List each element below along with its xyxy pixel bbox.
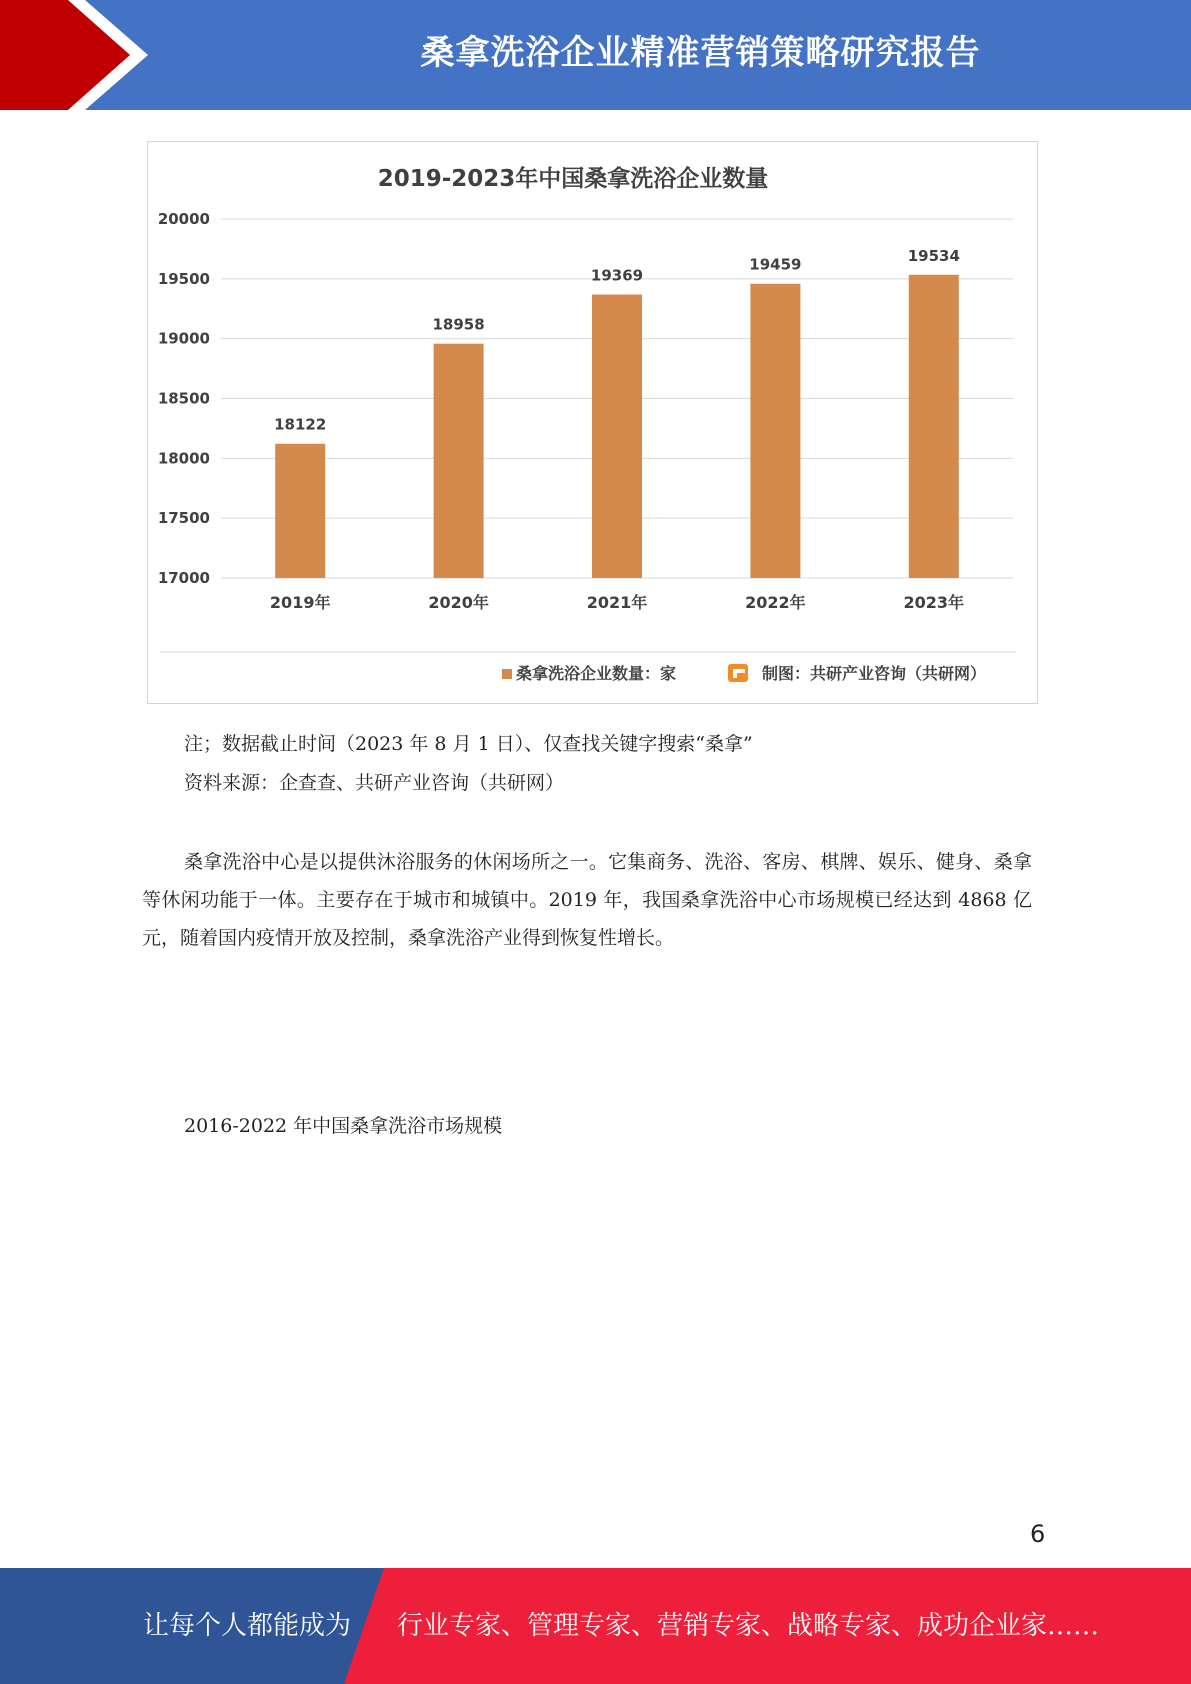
legend-swatch [502,669,512,679]
page-header [0,0,1191,110]
x-tick-label: 2019年 [269,593,331,612]
chart-canvas [148,142,1039,705]
chart-note: 注；数据截止时间（2023 年 8 月 1 日）、仅查找关键字搜索“桑拿” [184,733,753,755]
body-paragraph: 桑拿洗浴中心是以提供沐浴服务的休闲场所之一。它集商务、洗浴、客房、棋牌、娱乐、健身、桑拿等休闲功能于一体。主要存在于城市和城镇中。2019 年，我国桑拿洗浴中心市场规模已经达到 4868 亿元，随着国内疫情开放及控制，桑拿洗浴产业得到恢复性增长。 [142,851,1032,949]
footer-slogan-left: 让每个人都能成为 [143,1611,352,1641]
legend-label: 桑拿洗浴企业数量：家 [516,664,677,683]
chart-source: 资料来源：企查查、共研产业咨询（共研网） [184,772,565,794]
y-tick-label: 20000 [157,210,210,228]
y-tick-label: 19500 [157,269,210,288]
y-tick-label: 18500 [157,389,210,408]
footer-slogan-right: 行业专家、管理专家、营销专家、战略专家、成功企业家…… [397,1611,1100,1641]
y-tick-label: 17000 [157,569,210,587]
figure-caption: 2016-2022 年中国桑拿洗浴市场规模 [184,1115,503,1137]
red-arrow-decoration [0,0,160,110]
chart-credit: 制图：共研产业咨询（共研网） [762,664,987,683]
y-tick-label: 19000 [157,329,210,348]
data-label: 19369 [590,266,644,285]
data-label: 19459 [749,255,802,274]
x-tick-label: 2021年 [586,593,648,612]
y-tick-label: 17500 [157,509,210,528]
bar [592,295,642,578]
y-tick-label: 18000 [157,449,210,468]
page-number: 6 [1030,1520,1046,1548]
data-label: 18122 [274,415,327,434]
logo-mark [733,669,745,673]
bar [434,344,484,578]
data-label: 19534 [907,246,960,265]
report-title: 桑拿洗浴企业精准营销策略研究报告 [420,33,981,73]
x-tick-label: 2020年 [428,593,489,612]
x-tick-label: 2023年 [903,593,965,612]
bar [909,275,959,578]
data-label: 18958 [432,315,485,334]
page-footer [0,1568,1191,1684]
bar [750,284,800,578]
bar-chart [147,141,1038,704]
bar [275,444,325,578]
logo-mark [733,673,737,678]
x-tick-label: 2022年 [745,593,806,612]
chart-title: 2019-2023年中国桑拿洗浴企业数量 [377,166,769,192]
